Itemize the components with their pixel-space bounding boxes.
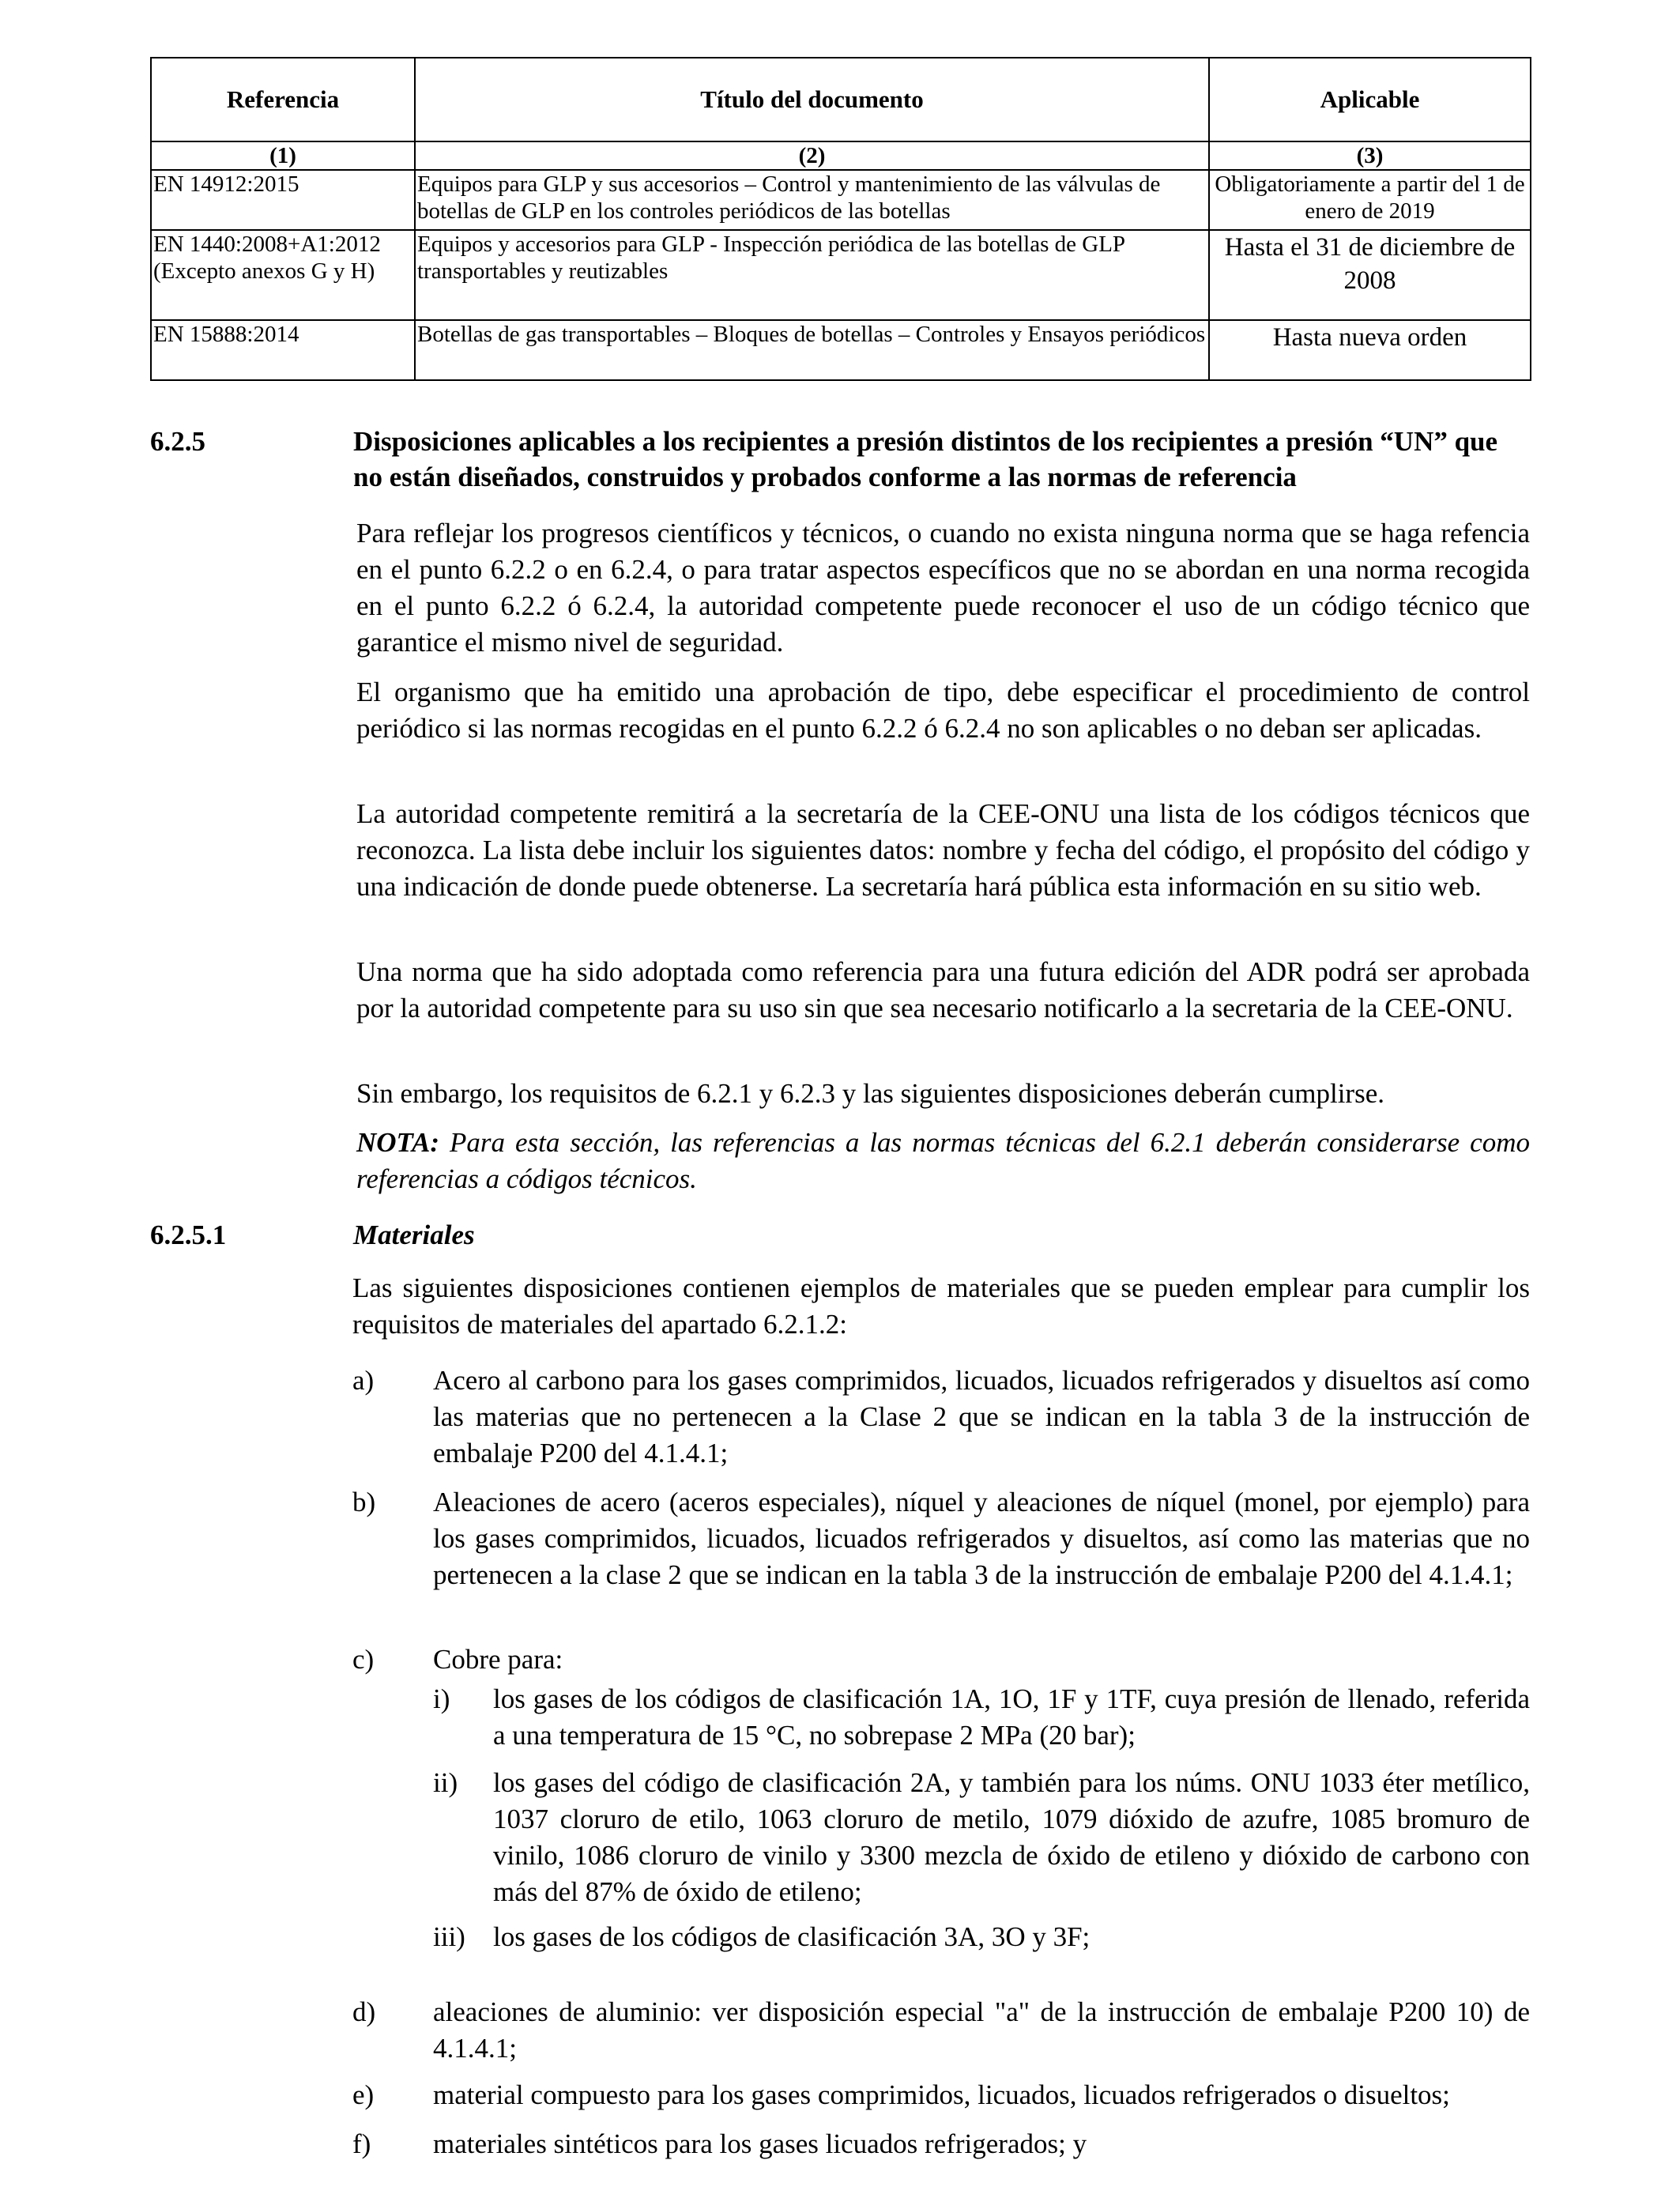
list-text: aleaciones de aluminio: ver disposición especial "a" de la instrucción de embalaje P200 10) de 4.1.4.1; — [433, 1996, 1530, 2064]
cell-title: Botellas de gas transportables – Bloques de botellas – Controles y Ensayos periódicos — [415, 320, 1209, 380]
list-text: Cobre para: — [433, 1644, 563, 1675]
reference-table — [150, 57, 1531, 381]
table-row — [151, 170, 1531, 230]
table-header-row — [151, 58, 1531, 141]
section-number: 6.2.5 — [150, 426, 205, 457]
nota-text: Para esta sección, las referencias a las normas técnicas del 6.2.1 deberán considerarse como referencias a códigos técnicos. — [356, 1127, 1530, 1194]
list-label: b) — [352, 1487, 376, 1517]
cell-applicable: Hasta el 31 de diciembre de 2008 — [1209, 230, 1531, 320]
sublist-text: los gases del código de clasificación 2A, y también para los núms. ONU 1033 éter metílico, 1037 cloruro de etilo, 1063 cloruro de metilo, 1079 dióxido de azufre, 1085 bromuro de vinilo, 1086 cloruro de vinilo y 3300 mezcla de óxido de etileno y dióxido de carbono con más del 87% de óxido de etileno; — [493, 1767, 1530, 1907]
sublist-text: los gases de los códigos de clasificación 1A, 1O, 1F y 1TF, cuya presión de llenado, referida a una temperatura de 15 °C, no sobrepase 2 MPa (20 bar); — [493, 1683, 1530, 1751]
list-text: materiales sintéticos para los gases licuados refrigerados; y — [433, 2128, 1087, 2159]
paragraph: Para reflejar los progresos científicos y técnicos, o cuando no exista ninguna norma que se haga refencia en el punto 6.2.2 o en 6.2.4, o para tratar aspectos específicos que no se abordan en una norma recogida en el punto 6.2.2 ó 6.2.4, la autoridad competente puede reconocer el uso de un código técnico que garantice el mismo nivel de seguridad. — [356, 518, 1530, 658]
paragraph: Sin embargo, los requisitos de 6.2.1 y 6.2.3 y las siguientes disposiciones deberán cumplirse. — [356, 1078, 1384, 1109]
column-number: (3) — [1209, 141, 1531, 170]
nota-label: NOTA: — [356, 1127, 439, 1158]
cell-title: Equipos para GLP y sus accesorios – Control y mantenimiento de las válvulas de botellas de GLP en los controles periódicos de las botellas — [415, 170, 1209, 230]
cell-reference: EN 14912:2015 — [151, 170, 415, 230]
list-label: f) — [352, 2128, 371, 2159]
table-row — [151, 230, 1531, 320]
intro-paragraph: Las siguientes disposiciones contienen ejemplos de materiales que se pueden emplear para cumplir los requisitos de materiales del apartado 6.2.1.2: — [352, 1272, 1530, 1340]
list-label: e) — [352, 2079, 375, 2110]
cell-applicable: Obligatoriamente a partir del 1 de enero de 2019 — [1209, 170, 1531, 230]
subsection-title: Materiales — [353, 1220, 475, 1250]
sublist-text: los gases de los códigos de clasificación 3A, 3O y 3F; — [493, 1921, 1090, 1952]
paragraph: Una norma que ha sido adoptada como referencia para una futura edición del ADR podrá ser aprobada por la autoridad competente para su uso sin que sea necesario notificarlo a la secretaria de la CEE-ONU. — [356, 956, 1530, 1023]
cell-title: Equipos y accesorios para GLP - Inspección periódica de las botellas de GLP transportables y reutizables — [415, 230, 1209, 320]
section-title: Disposiciones aplicables a los recipientes a presión distintos de los recipientes a presión “UN” que no están diseñados, construidos y probados conforme a las normas de referencia — [353, 426, 1498, 492]
list-label: c) — [352, 1644, 375, 1675]
cell-reference: EN 15888:2014 — [151, 320, 415, 380]
table-number-row — [151, 141, 1531, 170]
table-row — [151, 320, 1531, 380]
nota-paragraph — [356, 1125, 1530, 1197]
subsection-number: 6.2.5.1 — [150, 1220, 227, 1250]
sublist-label: iii) — [433, 1921, 465, 1952]
header-titulo: Título del documento — [415, 58, 1209, 141]
list-label: d) — [352, 1996, 376, 2027]
paragraph: La autoridad competente remitirá a la secretaría de la CEE-ONU una lista de los códigos técnicos que reconozca. La lista debe incluir los siguientes datos: nombre y fecha del código, el propósito del código y una indicación de donde puede obtenerse. La secretaría hará pública esta información en su sitio web. — [356, 798, 1530, 902]
column-number: (1) — [151, 141, 415, 170]
cell-applicable: Hasta nueva orden — [1209, 320, 1531, 380]
list-text: Acero al carbono para los gases comprimidos, licuados, licuados refrigerados y disueltos así como las materias que no pertenecen a la Clase 2 que se indican en la tabla 3 de la instrucción de embalaje P200 del 4.1.4.1; — [433, 1365, 1530, 1468]
header-referencia: Referencia — [151, 58, 415, 141]
sublist-label: i) — [433, 1683, 450, 1714]
sublist-label: ii) — [433, 1767, 458, 1798]
cell-reference: EN 1440:2008+A1:2012 (Excepto anexos G y H) — [151, 230, 415, 320]
list-text: Aleaciones de acero (aceros especiales), níquel y aleaciones de níquel (monel, por ejemplo) para los gases comprimidos, licuados, licuados refrigerados y disueltos, así como las materias que no pertenecen a la clase 2 que se indican en la tabla 3 de la instrucción de embalaje P200 del 4.1.4.1; — [433, 1487, 1530, 1590]
list-text: material compuesto para los gases comprimidos, licuados, licuados refrigerados o disueltos; — [433, 2079, 1450, 2110]
header-aplicable: Aplicable — [1209, 58, 1531, 141]
column-number: (2) — [415, 141, 1209, 170]
list-label: a) — [352, 1365, 375, 1396]
paragraph: El organismo que ha emitido una aprobación de tipo, debe especificar el procedimiento de control periódico si las normas recogidas en el punto 6.2.2 ó 6.2.4 no son aplicables o no deban ser aplicadas. — [356, 677, 1530, 744]
